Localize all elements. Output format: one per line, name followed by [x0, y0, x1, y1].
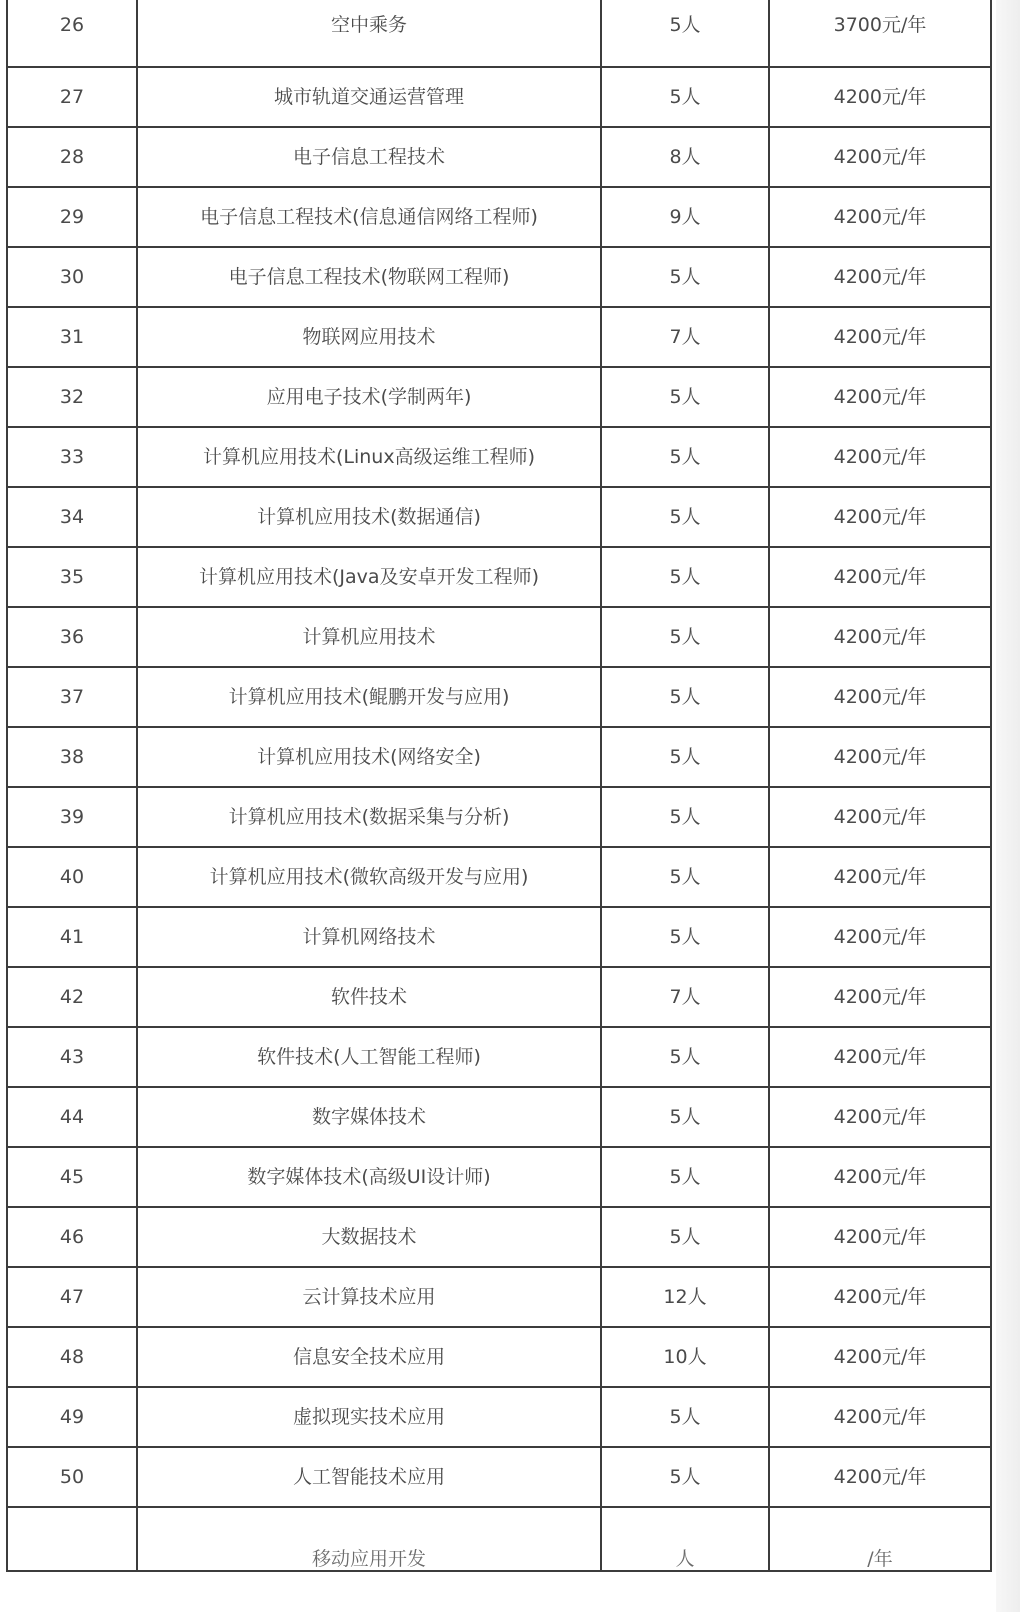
quota-cell [601, 487, 769, 547]
row-number-cell [7, 847, 137, 907]
quota-cell [601, 367, 769, 427]
quota-cell [601, 1507, 769, 1571]
major-name-cell-text: 人工智能技术应用 [292, 1466, 445, 1488]
tuition-cell [769, 307, 991, 367]
row-number-cell [7, 1147, 137, 1207]
quota-cell [601, 1207, 769, 1267]
row-number-cell [7, 907, 137, 967]
row-number-cell-text: 37 [59, 686, 85, 708]
quota-cell-text: 5人 [669, 266, 701, 288]
major-name-cell [137, 607, 601, 667]
quota-cell [601, 0, 769, 67]
tuition-cell-text: 4200元/年 [833, 986, 927, 1008]
row-number-cell-text: 47 [59, 1286, 85, 1308]
row-number-cell [7, 367, 137, 427]
major-name-cell-text: 移动应用开发 [311, 1548, 426, 1570]
table-row [7, 1447, 991, 1507]
major-name-cell [137, 1327, 601, 1387]
quota-cell [601, 247, 769, 307]
tuition-cell-text: 4200元/年 [833, 146, 927, 168]
table-row [7, 427, 991, 487]
row-number-cell [7, 1327, 137, 1387]
table-row [7, 667, 991, 727]
major-name-cell-text: 计算机应用技术(数据通信) [257, 506, 481, 528]
row-number-cell [7, 67, 137, 127]
quota-cell [601, 607, 769, 667]
tuition-cell [769, 1387, 991, 1447]
table-row [7, 547, 991, 607]
table-row [7, 67, 991, 127]
table-row [7, 367, 991, 427]
quota-cell-text: 10人 [663, 1346, 707, 1368]
table-row [7, 1387, 991, 1447]
tuition-cell-text: 4200元/年 [833, 266, 927, 288]
tuition-cell-text: 4200元/年 [833, 1106, 927, 1128]
major-name-cell-text: 计算机应用技术(Java及安卓开发工程师) [199, 566, 539, 588]
major-name-cell-text: 数字媒体技术(高级UI设计师) [247, 1166, 491, 1188]
row-number-cell-text: 29 [59, 206, 85, 228]
tuition-cell-text: 4200元/年 [833, 206, 927, 228]
major-name-cell [137, 1027, 601, 1087]
table-row [7, 307, 991, 367]
quota-cell [601, 547, 769, 607]
row-number-cell [7, 307, 137, 367]
quota-cell [601, 1387, 769, 1447]
major-name-cell [137, 967, 601, 1027]
row-number-cell [7, 1207, 137, 1267]
tuition-cell [769, 1147, 991, 1207]
major-name-cell-text: 计算机应用技术(微软高级开发与应用) [209, 866, 529, 888]
tuition-cell-text: 4200元/年 [833, 1346, 927, 1368]
row-number-cell-text: 46 [59, 1226, 85, 1248]
table-row [7, 187, 991, 247]
tuition-cell [769, 487, 991, 547]
quota-cell-text: 5人 [669, 14, 701, 36]
tuition-cell-text: 4200元/年 [833, 386, 927, 408]
quota-cell-text: 7人 [669, 326, 701, 348]
table-row [7, 787, 991, 847]
tuition-cell [769, 727, 991, 787]
tuition-cell [769, 547, 991, 607]
tuition-cell [769, 427, 991, 487]
quota-cell [601, 127, 769, 187]
major-name-cell-text: 虚拟现实技术应用 [292, 1406, 445, 1428]
tuition-cell [769, 1447, 991, 1507]
row-number-cell-text: 43 [59, 1046, 85, 1068]
quota-cell-text: 5人 [669, 1406, 701, 1428]
row-number-cell-text: 40 [59, 866, 85, 888]
tuition-cell-text: 4200元/年 [833, 1226, 927, 1248]
quota-cell-text: 人 [675, 1548, 695, 1570]
tuition-cell-text: 4200元/年 [833, 86, 927, 108]
row-number-cell-text [8, 1508, 136, 1548]
major-name-cell-text: 计算机应用技术(鲲鹏开发与应用) [228, 686, 510, 708]
tuition-cell-text: 4200元/年 [833, 1466, 927, 1488]
table-row [7, 1147, 991, 1207]
quota-cell [601, 187, 769, 247]
quota-cell-text: 5人 [669, 1166, 701, 1188]
quota-cell [601, 907, 769, 967]
row-number-cell [7, 187, 137, 247]
tuition-cell-text: 4200元/年 [833, 686, 927, 708]
tuition-cell [769, 1507, 991, 1571]
quota-cell-text: 5人 [669, 926, 701, 948]
row-number-cell-text: 42 [59, 986, 85, 1008]
row-number-cell-text: 48 [59, 1346, 85, 1368]
major-name-cell [137, 847, 601, 907]
major-name-cell-text: 电子信息工程技术(信息通信网络工程师) [200, 206, 538, 228]
row-number-cell-text: 38 [59, 746, 85, 768]
quota-cell [601, 1147, 769, 1207]
row-number-cell-text: 31 [59, 326, 85, 348]
quota-cell [601, 1027, 769, 1087]
major-name-cell [137, 907, 601, 967]
quota-cell [601, 67, 769, 127]
tuition-cell-text: 4200元/年 [833, 326, 927, 348]
major-name-cell-text: 软件技术(人工智能工程师) [257, 1046, 481, 1068]
tuition-cell [769, 1087, 991, 1147]
major-name-cell [137, 1387, 601, 1447]
row-number-cell [7, 967, 137, 1027]
table-row [7, 127, 991, 187]
quota-cell-text: 5人 [669, 806, 701, 828]
major-name-cell-text: 应用电子技术(学制两年) [266, 386, 472, 408]
major-name-cell [137, 1087, 601, 1147]
major-name-cell [137, 667, 601, 727]
major-name-cell-text: 物联网应用技术 [302, 326, 436, 348]
row-number-cell-text: 26 [59, 14, 85, 36]
table-row [7, 1267, 991, 1327]
tuition-cell [769, 127, 991, 187]
major-name-cell-text: 城市轨道交通运营管理 [273, 86, 464, 108]
major-name-cell-text: 计算机网络技术 [302, 926, 436, 948]
table-row [7, 907, 991, 967]
quota-cell-text: 5人 [669, 1466, 701, 1488]
tuition-cell [769, 0, 991, 67]
row-number-cell-text: 35 [59, 566, 85, 588]
major-name-cell-text: 计算机应用技术(Linux高级运维工程师) [202, 446, 536, 468]
tuition-cell-text: 4200元/年 [833, 746, 927, 768]
table-row [7, 967, 991, 1027]
table-row [7, 1027, 991, 1087]
quota-cell [601, 307, 769, 367]
row-number-cell [7, 1507, 137, 1571]
quota-cell [601, 727, 769, 787]
major-name-cell [137, 307, 601, 367]
major-name-cell [137, 1147, 601, 1207]
major-name-cell-text: 数字媒体技术 [311, 1106, 426, 1128]
tuition-cell-text: 4200元/年 [833, 566, 927, 588]
quota-cell-text: 5人 [669, 386, 701, 408]
row-number-cell [7, 547, 137, 607]
major-name-cell-text: 云计算技术应用 [302, 1286, 436, 1308]
table-row [7, 847, 991, 907]
tuition-cell-text: 4200元/年 [833, 446, 927, 468]
row-number-cell-text: 28 [59, 146, 85, 168]
page-edge [996, 0, 1020, 1612]
major-name-cell-text: 电子信息工程技术(物联网工程师) [228, 266, 510, 288]
quota-cell-text: 5人 [669, 746, 701, 768]
tuition-cell [769, 847, 991, 907]
tuition-cell-text: 3700元/年 [833, 14, 927, 36]
major-name-cell [137, 487, 601, 547]
major-name-cell [137, 1447, 601, 1507]
tuition-cell [769, 247, 991, 307]
quota-cell-text: 9人 [669, 206, 701, 228]
quota-cell-text: 5人 [669, 446, 701, 468]
tuition-cell-text: 4200元/年 [833, 806, 927, 828]
major-name-cell-text: 软件技术 [330, 986, 407, 1008]
major-name-cell-text: 计算机应用技术(数据采集与分析) [228, 806, 510, 828]
table-row [7, 1327, 991, 1387]
row-number-cell [7, 1447, 137, 1507]
tuition-cell-text: 4200元/年 [833, 926, 927, 948]
row-number-cell-text: 30 [59, 266, 85, 288]
tuition-cell [769, 367, 991, 427]
major-name-cell-text: 信息安全技术应用 [292, 1346, 445, 1368]
quota-cell [601, 787, 769, 847]
tuition-cell [769, 1027, 991, 1087]
quota-cell-text: 5人 [669, 1046, 701, 1068]
tuition-cell [769, 667, 991, 727]
quota-cell [601, 1447, 769, 1507]
quota-cell-text: 5人 [669, 566, 701, 588]
tuition-cell [769, 607, 991, 667]
row-number-cell-text: 49 [59, 1406, 85, 1428]
quota-cell-text: 5人 [669, 686, 701, 708]
major-name-cell [137, 367, 601, 427]
quota-cell-text: 7人 [669, 986, 701, 1008]
quota-cell-text: 5人 [669, 866, 701, 888]
row-number-cell [7, 1027, 137, 1087]
table-row [7, 1207, 991, 1267]
quota-cell-text: 5人 [669, 626, 701, 648]
major-name-cell-text: 电子信息工程技术 [292, 146, 445, 168]
row-number-cell-text: 41 [59, 926, 85, 948]
row-number-cell-text: 36 [59, 626, 85, 648]
row-number-cell-text: 44 [59, 1106, 85, 1128]
table-row-partial [7, 1507, 991, 1571]
tuition-cell-text: 4200元/年 [833, 1406, 927, 1428]
row-number-cell [7, 247, 137, 307]
major-name-cell [137, 1207, 601, 1267]
tuition-cell [769, 787, 991, 847]
table-row [7, 0, 991, 67]
quota-cell-text: 5人 [669, 86, 701, 108]
row-number-cell [7, 1387, 137, 1447]
quota-cell [601, 667, 769, 727]
quota-cell [601, 967, 769, 1027]
major-name-cell [137, 727, 601, 787]
table-body [7, 0, 991, 1571]
table-row [7, 247, 991, 307]
table-row [7, 487, 991, 547]
row-number-cell-text: 50 [59, 1466, 85, 1488]
row-number-cell-text: 34 [59, 506, 85, 528]
tuition-cell-text: 4200元/年 [833, 866, 927, 888]
major-name-cell [137, 1267, 601, 1327]
row-number-cell-text: 39 [59, 806, 85, 828]
tuition-cell-text: 4200元/年 [833, 506, 927, 528]
row-number-cell [7, 427, 137, 487]
tuition-cell-text: 4200元/年 [833, 1286, 927, 1308]
major-name-cell [137, 427, 601, 487]
major-name-cell [137, 187, 601, 247]
major-name-cell-text: 空中乘务 [330, 14, 407, 36]
row-number-cell-text: 33 [59, 446, 85, 468]
tuition-cell [769, 187, 991, 247]
quota-cell-text: 5人 [669, 1106, 701, 1128]
major-name-cell-text: 大数据技术 [321, 1226, 417, 1248]
tuition-cell [769, 967, 991, 1027]
major-name-cell [137, 547, 601, 607]
tuition-cell [769, 67, 991, 127]
enrollment-table-container [6, 0, 990, 1572]
row-number-cell [7, 727, 137, 787]
row-number-cell [7, 487, 137, 547]
major-name-cell [137, 787, 601, 847]
table-row [7, 727, 991, 787]
row-number-cell-text: 27 [59, 86, 85, 108]
quota-cell [601, 1267, 769, 1327]
major-name-cell [137, 0, 601, 67]
quota-cell [601, 1087, 769, 1147]
table-row [7, 607, 991, 667]
tuition-cell-text: 4200元/年 [833, 626, 927, 648]
row-number-cell-text: 32 [59, 386, 85, 408]
major-name-cell [137, 67, 601, 127]
quota-cell [601, 1327, 769, 1387]
quota-cell [601, 427, 769, 487]
tuition-cell [769, 907, 991, 967]
tuition-cell [769, 1327, 991, 1387]
quota-cell-text: 8人 [669, 146, 701, 168]
tuition-cell-text: /年 [867, 1548, 893, 1570]
quota-cell [601, 847, 769, 907]
enrollment-table [6, 0, 992, 1572]
tuition-cell [769, 1267, 991, 1327]
major-name-cell [137, 1507, 601, 1571]
row-number-cell-text: 45 [59, 1166, 85, 1188]
tuition-cell-text: 4200元/年 [833, 1166, 927, 1188]
row-number-cell [7, 127, 137, 187]
major-name-cell [137, 127, 601, 187]
row-number-cell [7, 1087, 137, 1147]
tuition-cell-text: 4200元/年 [833, 1046, 927, 1068]
row-number-cell [7, 667, 137, 727]
row-number-cell [7, 0, 137, 67]
quota-cell-text: 5人 [669, 506, 701, 528]
quota-cell-text: 12人 [663, 1286, 707, 1308]
row-number-cell [7, 1267, 137, 1327]
tuition-cell [769, 1207, 991, 1267]
major-name-cell [137, 247, 601, 307]
quota-cell-text: 5人 [669, 1226, 701, 1248]
row-number-cell [7, 607, 137, 667]
row-number-cell [7, 787, 137, 847]
major-name-cell-text: 计算机应用技术 [302, 626, 436, 648]
major-name-cell-text: 计算机应用技术(网络安全) [257, 746, 481, 768]
table-row [7, 1087, 991, 1147]
